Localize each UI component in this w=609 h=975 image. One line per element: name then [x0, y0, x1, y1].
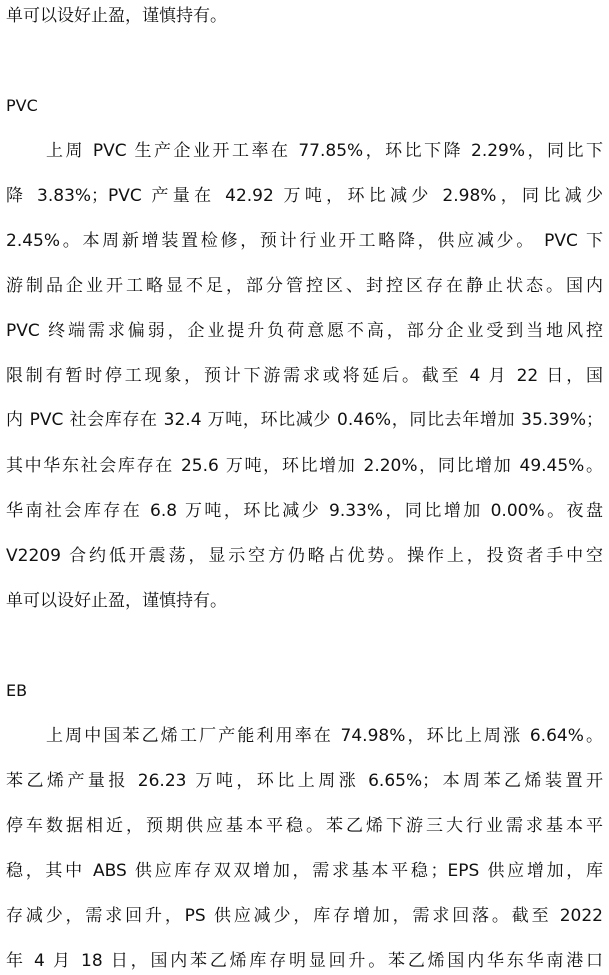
paragraph-line: 游制品企业开工略显不足，部分管控区、封控区存在静止状态。国内: [6, 276, 603, 296]
paragraph-line: 单可以设好止盈，谨慎持有。: [6, 591, 227, 611]
paragraph-line: 存减少，需求回升，PS 供应减少，库存增加，需求回落。截至 2022: [6, 906, 603, 926]
paragraph-line: 单可以设好止盈，谨慎持有。: [6, 6, 227, 26]
paragraph-line: 其中华东社会库存在 25.6 万吨，环比增加 2.20%，同比增加 49.45%。: [6, 456, 603, 476]
paragraph-line: 华南社会库存在 6.8 万吨，环比减少 9.33%，同比增加 0.00%。夜盘: [6, 501, 603, 521]
paragraph-line: 上周中国苯乙烯工厂产能利用率在 74.98%，环比上周涨 6.64%。: [46, 726, 603, 746]
paragraph-line: 降 3.83%；PVC 产量在 42.92 万吨，环比减少 2.98%，同比减少: [6, 186, 603, 206]
paragraph-line: 上周 PVC 生产企业开工率在 77.85%，环比下降 2.29%，同比下: [46, 141, 603, 161]
paragraph-line: 限制有暂时停工现象，预计下游需求或将延后。截至 4 月 22 日，国: [6, 366, 603, 386]
paragraph-line: 停车数据相近，预期供应基本平稳。苯乙烯下游三大行业需求基本平: [6, 816, 603, 836]
paragraph-line: 2.45%。本周新增装置检修，预计行业开工略降，供应减少。 PVC 下: [6, 231, 603, 251]
paragraph-line: 年 4 月 18 日，国内苯乙烯库存明显回升。苯乙烯国内华东华南港口: [6, 951, 603, 971]
paragraph-line: 稳，其中 ABS 供应库存双双增加，需求基本平稳；EPS 供应增加，库: [6, 861, 603, 881]
section-heading-eb: EB: [6, 681, 28, 700]
section-heading-pvc: PVC: [6, 96, 38, 115]
paragraph-line: 苯乙烯产量报 26.23 万吨，环比上周涨 6.65%；本周苯乙烯装置开: [6, 771, 603, 791]
paragraph-line: PVC 终端需求偏弱，企业提升负荷意愿不高，部分企业受到当地风控: [6, 321, 603, 341]
paragraph-line: V2209 合约低开震荡，显示空方仍略占优势。操作上，投资者手中空: [6, 546, 603, 566]
paragraph-line: 内 PVC 社会库存在 32.4 万吨，环比减少 0.46%，同比去年增加 35.39%；: [6, 410, 603, 430]
